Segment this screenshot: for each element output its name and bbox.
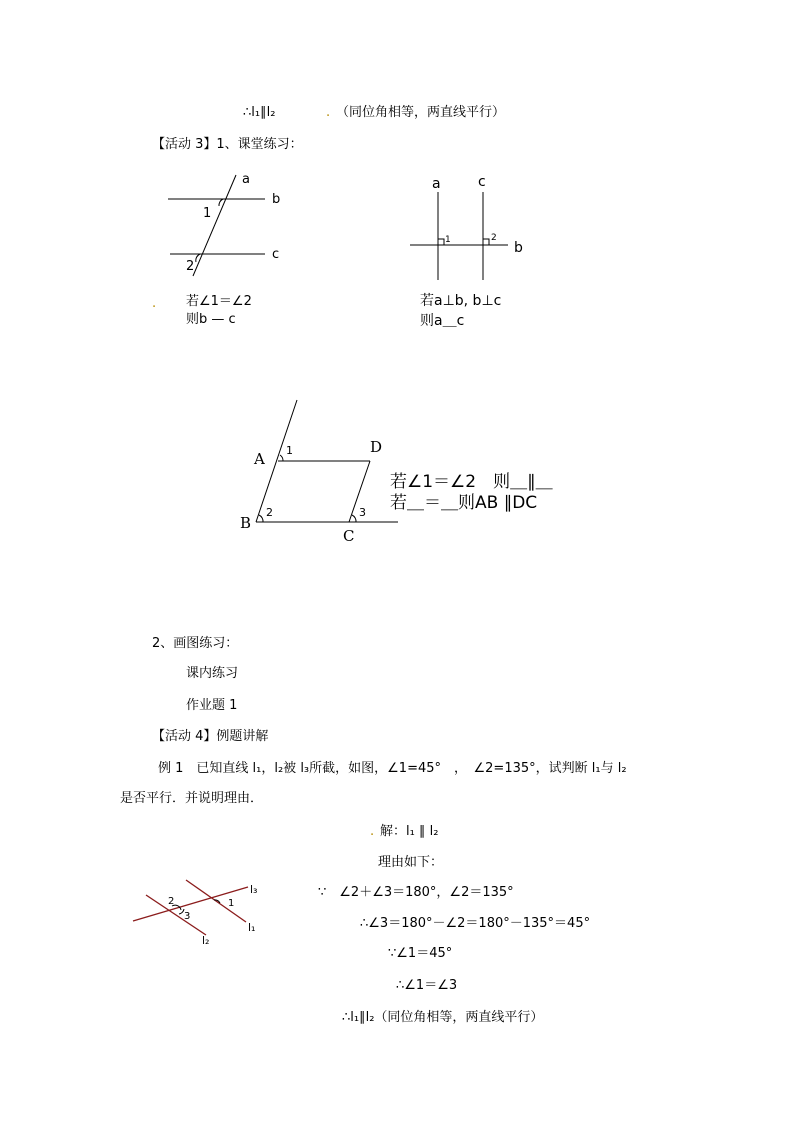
example-label-3: 3	[184, 911, 191, 922]
fig2-line1: 若a⊥b, b⊥c	[420, 293, 502, 309]
solution-marker: .	[370, 824, 375, 839]
fig1-label-a: a	[242, 172, 250, 187]
top-reason: （同位角相等，两直线平行）	[336, 105, 506, 120]
solution-answer: 解：l₁ ∥ l₂	[380, 824, 439, 839]
fig2-label-c: c	[478, 174, 486, 190]
example-label-2: 2	[168, 896, 175, 907]
fig2-label-b: b	[514, 240, 523, 256]
fig2-label-2: 2	[491, 233, 497, 243]
fig3-line1: 若∠1＝∠2 则＿∥＿	[390, 472, 553, 492]
fig3-label-C: C	[343, 527, 355, 545]
fig1-line1: 若∠1＝∠2	[186, 294, 252, 309]
problem-line-2: 是否平行．并说明理由．	[120, 791, 264, 806]
solution-step-2: ∴∠3＝180°－∠2＝180°－135°＝45°	[360, 916, 591, 931]
fig3-line2: 若＿＝＿则AB ∥DC	[390, 493, 538, 513]
problem-line-1: 例 1 已知直线 l₁，l₂被 l₃所截，如图，∠1=45° ， ∠2=135°，试判断 l₁与 l₂	[158, 761, 627, 776]
fig3-label-3: 3	[359, 506, 366, 519]
fig1-label-c: c	[272, 247, 280, 262]
fig1-marker: .	[152, 296, 157, 311]
drawing-item-1: 课内练习	[186, 666, 239, 681]
fig2-label-1: 1	[445, 235, 451, 245]
fig1-label-2: 2	[186, 259, 195, 274]
solution-reason-intro: 理由如下：	[378, 855, 444, 870]
top-conclusion: ∴l₁∥l₂	[243, 105, 276, 120]
activity4-title: 【活动 4】例题讲解	[152, 729, 269, 744]
example-label-l2: l₂	[202, 934, 210, 947]
fig2-label-a: a	[432, 176, 441, 192]
activity3-title: 【活动 3】1、课堂练习：	[152, 137, 303, 152]
example-label-1: 1	[228, 898, 235, 909]
top-marker: .	[326, 105, 331, 120]
fig3-label-D: D	[370, 438, 383, 456]
solution-step-1: ∵ ∠2＋∠3＝180°，∠2＝135°	[318, 885, 514, 900]
solution-step-3: ∵∠1＝45°	[388, 946, 453, 961]
fig3-label-2: 2	[266, 506, 273, 519]
drawing-title: 2、画图练习：	[152, 636, 239, 651]
example-label-l3: l₃	[250, 883, 258, 896]
fig3-label-1: 1	[286, 444, 293, 457]
fig1-label-1: 1	[203, 206, 212, 221]
solution-step-4: ∴∠1＝∠3	[396, 978, 458, 993]
fig1-line2: 则b — c	[186, 312, 236, 327]
fig2-line2: 则a＿c	[420, 313, 465, 329]
fig3-label-B: B	[240, 514, 252, 532]
drawing-item-2: 作业题 1	[186, 698, 238, 713]
fig3-label-A: A	[254, 450, 265, 468]
solution-step-5: ∴l₁∥l₂（同位角相等，两直线平行）	[342, 1010, 544, 1025]
fig1-label-b: b	[272, 192, 281, 207]
example-label-l1: l₁	[248, 921, 256, 934]
